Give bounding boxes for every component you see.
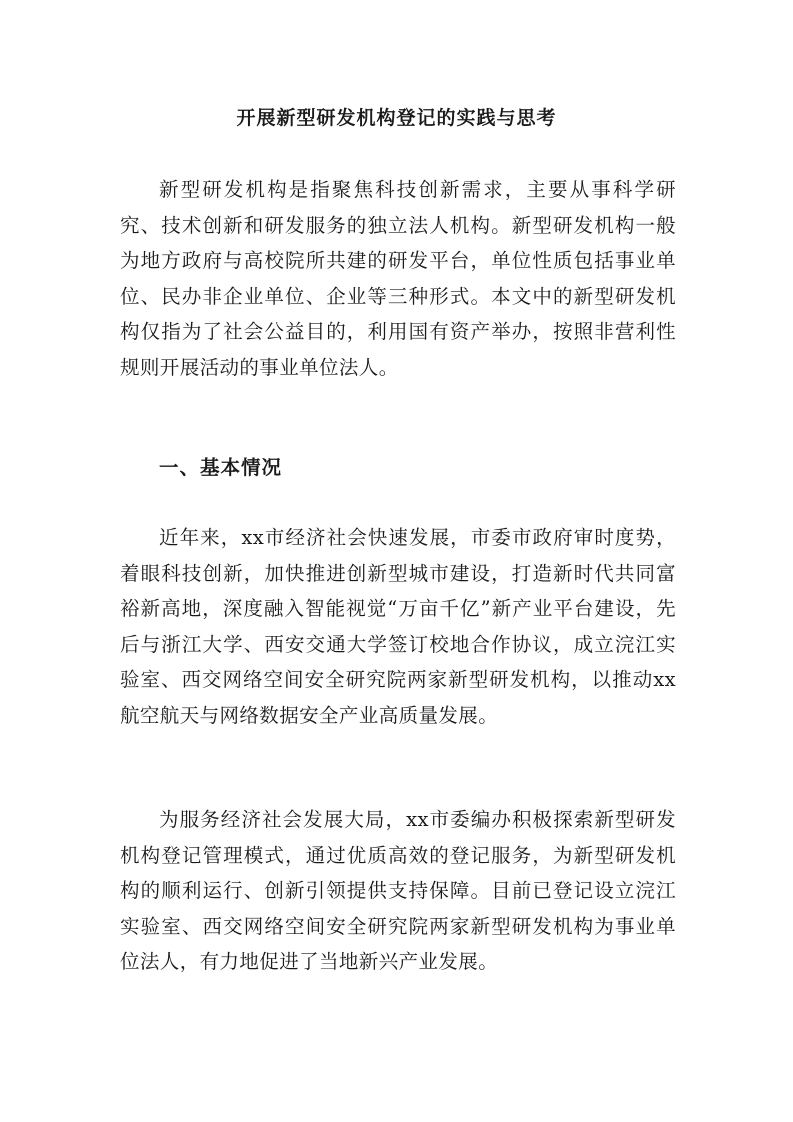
section-heading-basic-situation: 一、基本情况 (159, 456, 283, 479)
body-paragraph-registration: 为服务经济社会发展大局，xx市委编办积极探索新型研发机构登记管理模式，通过优质高效的登记服务，为新型研发机构的顺利运行、创新引领提供支持保障。目前已登记设立浣江实验室、西交网络空间安全研究院两家新型研发机构为事业单位法人，有力地促进了当地新兴产业发展。 (120, 808, 676, 974)
body-paragraph-background: 近年来，xx市经济社会快速发展，市委市政府审时度势，着眼科技创新，加快推进创新型城市建设，打造新时代共同富裕新高地，深度融入智能视觉“万亩千亿”新产业平台建设，先后与浙江大学、西安交通大学签订校地合作协议，成立浣江实验室、西交网络空间安全研究院两家新型研发机构，以推动xx航空航天与网络数据安全产业高质量发展。 (120, 526, 676, 727)
document-title: 开展新型研发机构登记的实践与思考 (236, 107, 557, 129)
intro-paragraph: 新型研发机构是指聚焦科技创新需求，主要从事科学研究、技术创新和研发服务的独立法人机构。新型研发机构一般为地方政府与高校院所共建的研发平台，单位性质包括事业单位、民办非企业单位、企业等三种形式。本文中的新型研发机构仅指为了社会公益目的，利用国有资产举办，按照非营利性规则开展活动的事业单位法人。 (120, 178, 676, 379)
